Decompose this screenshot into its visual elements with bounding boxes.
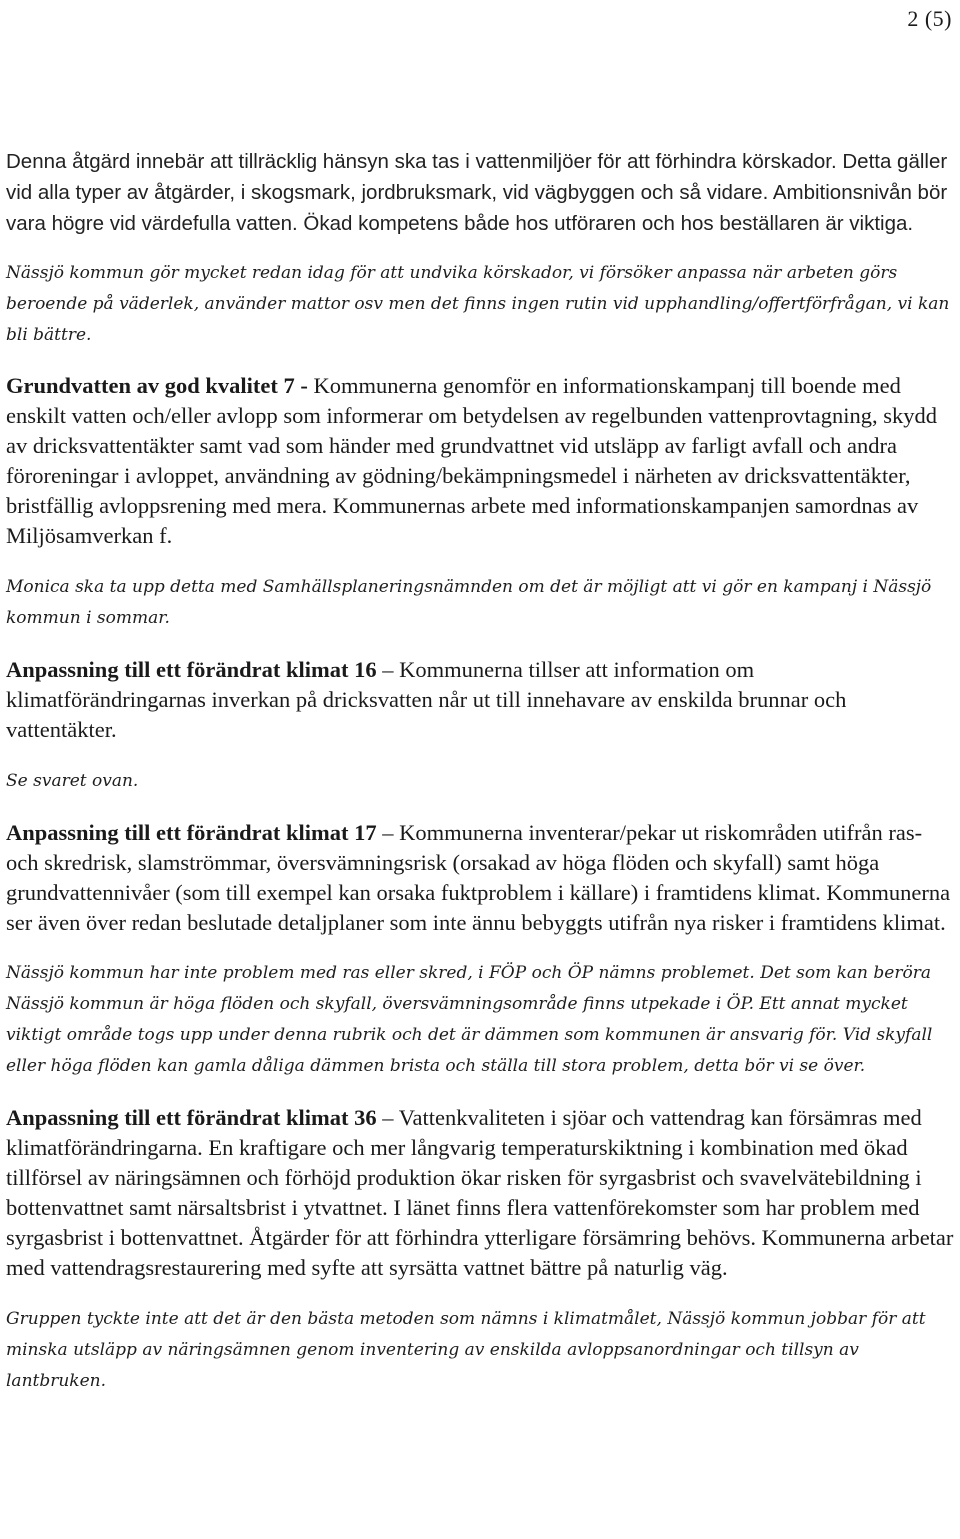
paragraph-gruppen-comment: Gruppen tyckte inte att det är den bästa metoden som nämns i klimatmålet, Nässjö kommun jobbar för att minska utsläpp av näringsämnen genom inventering av enskilda avloppsanordningar och tillsyn av lantbruken. (6, 1309, 926, 1391)
paragraph-grundvatten-7 (6, 371, 956, 551)
section-heading-grundvatten-7: Grundvatten av god kvalitet 7 - (6, 373, 308, 398)
page-number: 2 (5) (907, 6, 952, 31)
paragraph-klimat-36 (6, 1103, 956, 1283)
paragraph-measure-description: Denna åtgärd innebär att tillräcklig hänsyn ska tas i vattenmiljöer för att förhindra körskador. Detta gäller vid alla typer av åtgärder, i skogsmark, jordbruksmark, vid vägbyggen och så vidare. Ambitionsnivån bör vara högre vid värdefulla vatten. Ökad kompetens både hos utföraren och hos beställaren är viktiga. (6, 150, 948, 235)
section-heading-klimat-36: Anpassning till ett förändrat klimat 36 (6, 1105, 377, 1130)
paragraph-se-svaret-ovan: Se svaret ovan. (6, 771, 139, 791)
section-heading-klimat-16: Anpassning till ett förändrat klimat 16 (6, 657, 377, 682)
paragraph-klimat-17 (6, 818, 956, 938)
document-body (6, 146, 956, 1416)
paragraph-klimat-16 (6, 655, 956, 745)
paragraph-nassjo-comment-ras-skred: Nässjö kommun har inte problem med ras eller skred, i FÖP och ÖP nämns problemet. Det som kan beröra Nässjö kommun är höga flöden och skyfall, översvämningsområde finns utpekade i ÖP. Ett annat mycket viktigt område togs upp under denna rubrik och det är dämmen som kommunen är ansvarig för. Vid skyfall eller höga flöden kan gamla dåliga dämmen brista och ställa till stora problem, detta bör vi se över. (6, 963, 933, 1076)
section-body-klimat-36: – Vattenkvaliteten i sjöar och vattendrag kan försämras med klimatförändringarna. En kraftigare och mer långvarig temperaturskiktning i kombination med ökad tillförsel av näringsämnen och förhöjd produktion ökar risken för syrgasbrist och svavelvätebildning i bottenvattnet samt närsaltsbrist i ytvattnet. I länet finns flera vattenförekomster som har problem med syrgasbrist i bottenvattnet. Åtgärder för att förhindra ytterligare försämring behövs. Kommunerna arbetar med vattendragsrestaurering med syfte att syrsätta vattnet bättre på naturlig väg. (6, 1105, 954, 1280)
paragraph-monica-comment: Monica ska ta upp detta med Samhällsplaneringsnämnden om det är möjligt att vi gör en kampanj i Nässjö kommun i sommar. (6, 577, 932, 628)
section-body-grundvatten-7: Kommunerna genomför en informationskampanj till boende med enskilt vatten och/eller avlopp som informerar om betydelsen av regelbunden vattenprovtagning, skydd av dricksvattentäkter samt vad som händer med grundvattnet vid utsläpp av farligt avfall och andra föroreningar i avloppet, användning av gödning/bekämpningsmedel i närheten av dricksvattentäkter, bristfällig avloppsrening med mera. Kommunernas arbete med informationskampanjen samordnas av Miljösamverkan f. (6, 373, 937, 548)
section-body-klimat-16: – Kommunerna tillser att information om klimatförändringarnas inverkan på dricksvatten når ut till innehavare av enskilda brunnar och vattentäkter. (6, 657, 847, 742)
paragraph-nassjo-comment-korskador: Nässjö kommun gör mycket redan idag för att undvika körskador, vi försöker anpassa när arbeten görs beroende på väderlek, använder mattor osv men det finns ingen rutin vid upphandling/offertförfrågan, vi kan bli bättre. (6, 263, 950, 345)
section-heading-klimat-17: Anpassning till ett förändrat klimat 17 (6, 820, 377, 845)
section-body-klimat-17: – Kommunerna inventerar/pekar ut riskområden utifrån ras- och skredrisk, slamströmmar, översvämningsrisk (orsakad av höga flöden och skyfall) samt höga grundvattennivåer (som till exempel kan orsaka fuktproblem i källare) i framtidens klimat. Kommunerna ser även över redan beslutade detaljplaner som inte ännu bebyggts utifrån nya risker i framtidens klimat. (6, 820, 951, 935)
